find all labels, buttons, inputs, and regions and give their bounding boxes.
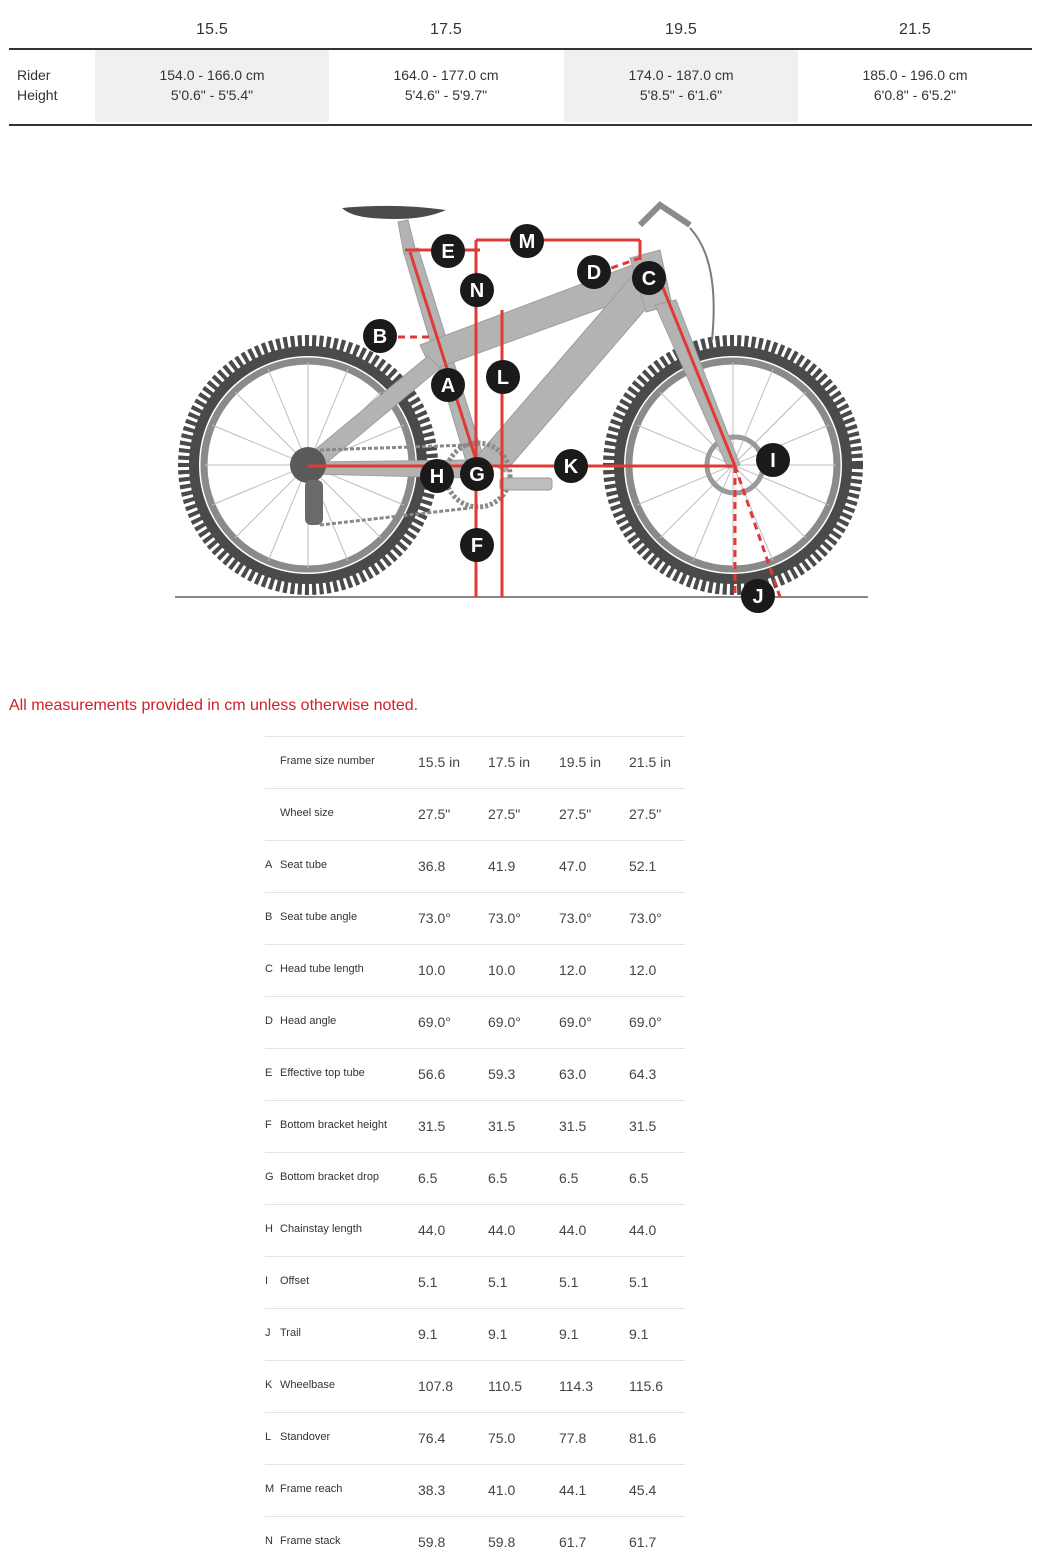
svg-text:M: M [518, 231, 536, 253]
row-value: 5.1 [418, 1274, 438, 1290]
marker-f [460, 528, 494, 562]
svg-text:D: D [586, 262, 602, 284]
row-value: 44.1 [559, 1482, 587, 1498]
row-label: Seat tube angle [280, 911, 358, 923]
row-label: Effective top tube [280, 1067, 365, 1079]
rider-cm: 185.0 - 196.0 cm [862, 67, 968, 83]
geometry-table [265, 736, 685, 1564]
row-value: 63.0 [559, 1066, 587, 1082]
marker-g [460, 457, 494, 491]
row-label: Bottom bracket height [280, 1119, 388, 1131]
row-value: 59.8 [488, 1534, 516, 1550]
row-value: 31.5 [418, 1118, 446, 1134]
row-value: 64.3 [629, 1066, 657, 1082]
svg-text:J: J [752, 586, 764, 608]
table-row [265, 1308, 685, 1360]
row-letter: F [265, 1119, 272, 1131]
row-value: 10.0 [418, 962, 446, 978]
row-value: 115.6 [629, 1378, 663, 1394]
row-label: Frame size number [280, 755, 375, 767]
table-row [265, 1100, 685, 1152]
table-row [265, 1464, 685, 1516]
rider-height-row [9, 50, 1032, 126]
row-label: Frame reach [280, 1483, 343, 1495]
row-value: 31.5 [629, 1118, 657, 1134]
row-value: 69.0° [629, 1014, 662, 1030]
row-value: 5.1 [629, 1274, 649, 1290]
row-label: Chainstay length [280, 1223, 362, 1235]
row-value: 9.1 [559, 1326, 579, 1342]
row-value: 9.1 [629, 1326, 649, 1342]
table-row [265, 736, 685, 788]
row-value: 61.7 [559, 1534, 587, 1550]
row-value: 41.0 [488, 1482, 516, 1498]
svg-text:F: F [470, 535, 484, 557]
row-letter: A [265, 859, 273, 871]
row-letter: K [265, 1379, 273, 1391]
row-value: 27.5" [418, 806, 451, 822]
table-row [265, 892, 685, 944]
row-value: 9.1 [488, 1326, 508, 1342]
table-row [265, 1412, 685, 1464]
svg-text:G: G [469, 464, 485, 486]
row-letter: C [265, 963, 273, 975]
bike-geometry-diagram [0, 140, 1041, 630]
size-header-15-5: 15.5 [196, 21, 228, 38]
rider-cell-21-5 [798, 50, 1032, 122]
row-value: 73.0° [559, 910, 592, 926]
marker-n [460, 273, 494, 307]
row-value: 12.0 [629, 962, 657, 978]
row-value: 6.5 [488, 1170, 508, 1186]
marker-d [577, 255, 611, 289]
marker-b [363, 319, 397, 353]
row-letter: L [265, 1431, 272, 1443]
row-value: 10.0 [488, 962, 516, 978]
table-row [265, 840, 685, 892]
row-value: 31.5 [488, 1118, 516, 1134]
table-row [265, 1256, 685, 1308]
row-letter: M [265, 1483, 275, 1495]
marker-c [632, 261, 666, 295]
table-row [265, 1204, 685, 1256]
row-value: 47.0 [559, 858, 587, 874]
marker-k [554, 449, 588, 483]
row-value: 27.5" [629, 806, 662, 822]
row-value: 69.0° [418, 1014, 451, 1030]
row-letter: I [265, 1275, 269, 1287]
row-value: 52.1 [629, 858, 657, 874]
row-value: 107.8 [418, 1378, 454, 1394]
row-letter: B [265, 911, 273, 923]
row-value: 73.0° [488, 910, 521, 926]
row-value: 61.7 [629, 1534, 657, 1550]
svg-text:K: K [563, 456, 579, 478]
row-label: Head angle [280, 1015, 337, 1027]
row-value: 15.5 in [418, 754, 461, 770]
row-value: 41.9 [488, 858, 516, 874]
table-row [265, 1360, 685, 1412]
row-value: 76.4 [418, 1430, 446, 1446]
svg-text:B: B [372, 326, 388, 348]
rider-cm: 174.0 - 187.0 cm [628, 67, 734, 83]
measurement-note: All measurements provided in cm unless otherwise noted. [9, 697, 419, 714]
row-value: 44.0 [629, 1222, 657, 1238]
row-value: 12.0 [559, 962, 587, 978]
rider-cell-19-5 [564, 50, 798, 122]
row-label: Bottom bracket drop [280, 1171, 380, 1183]
row-value: 5.1 [488, 1274, 508, 1290]
table-row [265, 996, 685, 1048]
row-label: Trail [280, 1327, 301, 1339]
row-value: 27.5" [488, 806, 521, 822]
row-value: 69.0° [488, 1014, 521, 1030]
svg-text:H: H [429, 466, 445, 488]
row-value: 73.0° [418, 910, 451, 926]
row-value: 38.3 [418, 1482, 446, 1498]
svg-text:A: A [440, 375, 456, 397]
row-letter: H [265, 1223, 273, 1235]
rider-ft: 6'0.8" - 6'5.2" [873, 87, 957, 103]
row-value: 56.6 [418, 1066, 446, 1082]
svg-text:E: E [441, 241, 455, 263]
row-value: 31.5 [559, 1118, 587, 1134]
table-row [265, 1516, 685, 1564]
row-value: 6.5 [629, 1170, 649, 1186]
marker-l [486, 360, 520, 394]
row-label: Wheelbase [280, 1379, 336, 1391]
rider-cm: 154.0 - 166.0 cm [159, 67, 265, 83]
row-value: 5.1 [559, 1274, 579, 1290]
svg-text:N: N [469, 280, 485, 302]
row-value: 59.3 [488, 1066, 516, 1082]
size-header-19-5: 19.5 [665, 21, 697, 38]
row-letter: N [265, 1535, 273, 1547]
svg-text:L: L [496, 367, 510, 389]
row-value: 17.5 in [488, 754, 531, 770]
row-value: 9.1 [418, 1326, 438, 1342]
row-value: 75.0 [488, 1430, 516, 1446]
row-letter: G [265, 1171, 274, 1183]
row-value: 44.0 [488, 1222, 516, 1238]
size-header-21-5: 21.5 [899, 21, 931, 38]
row-label: Standover [280, 1431, 331, 1443]
row-value: 44.0 [418, 1222, 446, 1238]
marker-e [431, 234, 465, 268]
row-value: 6.5 [418, 1170, 438, 1186]
row-value: 73.0° [629, 910, 662, 926]
row-value: 36.8 [418, 858, 446, 874]
marker-i [756, 443, 790, 477]
size-header-row [9, 0, 1032, 50]
row-letter: J [265, 1327, 271, 1339]
row-label: Wheel size [280, 807, 334, 819]
rider-cell-17-5 [329, 50, 563, 122]
row-label: Head tube length [280, 963, 364, 975]
row-value: 59.8 [418, 1534, 446, 1550]
rider-label-line1: Rider [17, 67, 51, 83]
rider-height-table [9, 0, 1032, 126]
row-value: 81.6 [629, 1430, 657, 1446]
row-value: 27.5" [559, 806, 592, 822]
marker-layer [0, 140, 1041, 630]
row-letter: E [265, 1067, 273, 1079]
row-label: Seat tube [280, 859, 328, 871]
row-value: 6.5 [559, 1170, 579, 1186]
row-label: Frame stack [280, 1535, 341, 1547]
table-row [265, 1048, 685, 1100]
rider-ft: 5'0.6" - 5'5.4" [170, 87, 254, 103]
rider-cell-15-5 [95, 50, 329, 122]
row-value: 44.0 [559, 1222, 587, 1238]
marker-a [431, 368, 465, 402]
svg-text:C: C [641, 268, 657, 290]
row-value: 45.4 [629, 1482, 657, 1498]
table-row [265, 788, 685, 840]
row-label: Offset [280, 1275, 310, 1287]
row-letter: D [265, 1015, 273, 1027]
rider-height-label [17, 65, 57, 105]
rider-ft: 5'8.5" - 6'1.6" [639, 87, 723, 103]
rider-ft: 5'4.6" - 5'9.7" [404, 87, 488, 103]
row-value: 77.8 [559, 1430, 587, 1446]
row-value: 19.5 in [559, 754, 602, 770]
size-header-17-5: 17.5 [430, 21, 462, 38]
rider-cm: 164.0 - 177.0 cm [393, 67, 499, 83]
marker-j [741, 579, 775, 613]
row-value: 110.5 [488, 1378, 522, 1394]
marker-m [510, 224, 544, 258]
svg-text:I: I [770, 450, 776, 472]
row-value: 69.0° [559, 1014, 592, 1030]
row-value: 21.5 in [629, 754, 672, 770]
rider-label-line2: Height [17, 87, 58, 103]
table-row [265, 944, 685, 996]
row-value: 114.3 [559, 1378, 593, 1394]
marker-h [420, 459, 454, 493]
table-row [265, 1152, 685, 1204]
